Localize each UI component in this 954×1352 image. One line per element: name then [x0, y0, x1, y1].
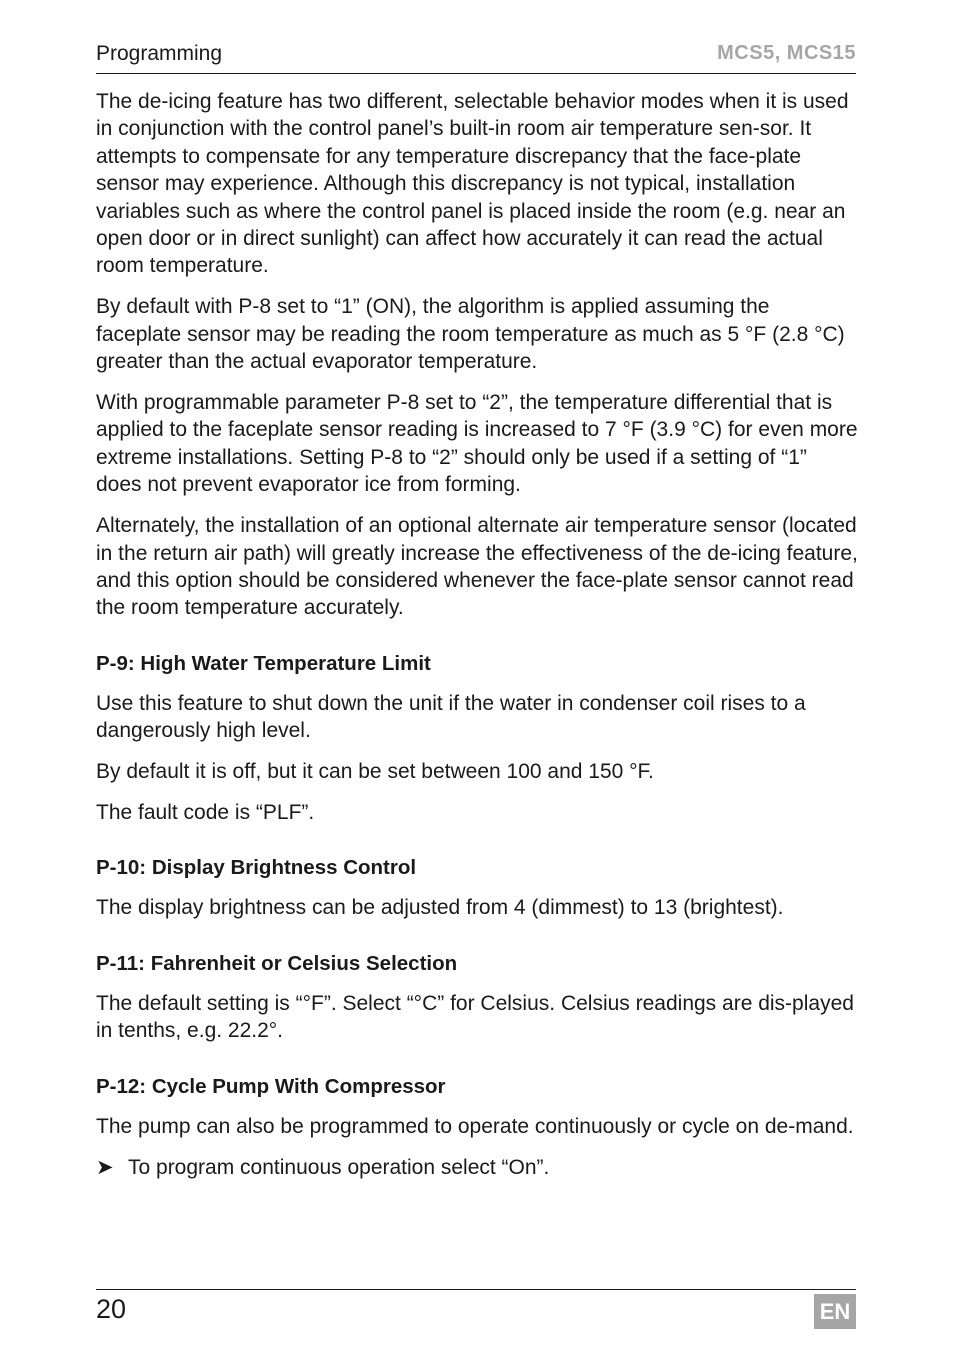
paragraph-p8-setting-2: With programmable parameter P-8 set to “2”, the temperature differential that is applied to the faceplate sensor reading is increased to 7 °F (3.9 °C) for even more extreme installations. Setting P-8 to “2” should only be used if a setting of “1” does not prevent evaporator ice from forming. — [96, 391, 858, 497]
header-model-name: MCS5, MCS15 — [717, 42, 856, 64]
heading-p10: P-10: Display Brightness Control — [96, 856, 417, 880]
paragraph-p9-fault-code: The fault code is “PLF”. — [96, 801, 315, 825]
paragraph-alternate-sensor: Alternately, the installation of an optional alternate air temperature sensor (located in the return air path) will greatly increase the effectiveness of the de-icing feature, and this option should be considered whenever the face-plate sensor cannot read the room temperature accurately. — [96, 514, 858, 620]
paragraph-p10-description: The display brightness can be adjusted from 4 (dimmest) to 13 (brightest). — [96, 896, 784, 920]
page-number: 20 — [96, 1294, 127, 1324]
arrow-right-icon: ➤ — [96, 1155, 114, 1179]
heading-p9: P-9: High Water Temperature Limit — [96, 651, 431, 675]
language-badge: EN — [814, 1294, 856, 1329]
paragraph-p12-description: The pump can also be programmed to operate continuously or cycle on de-mand. — [96, 1114, 854, 1138]
heading-p12: P-12: Cycle Pump With Compressor — [96, 1074, 446, 1098]
instruction-step-text: To program continuous operation select “On”. — [128, 1155, 550, 1179]
instruction-step — [96, 1154, 858, 1181]
paragraph-deicing-modes: The de-icing feature has two different, selectable behavior modes when it is used in conjunction with the control panel’s built-in room air temperature sen-sor. It attempts to compensate for any temperature discrepancy that the face-plate sensor may experience. Although this discrepancy is not typical, installation variables such as where the control panel is placed inside the room (e.g. near an open door or in direct sunlight) can affect how accurately it can read the actual room temperature. — [96, 90, 849, 278]
paragraph-p9-description: Use this feature to shut down the unit if the water in condenser coil rises to a dangerously high level. — [96, 691, 806, 743]
page-footer — [96, 1289, 856, 1324]
page-content — [96, 88, 858, 1181]
paragraph-p9-default: By default it is off, but it can be set between 100 and 150 °F. — [96, 760, 654, 784]
heading-p11: P-11: Fahrenheit or Celsius Selection — [96, 951, 458, 975]
page-header — [96, 40, 856, 74]
paragraph-p11-description: The default setting is “°F”. Select “°C” for Celsius. Celsius readings are dis-played in tenths, e.g. 22.2°. — [96, 991, 854, 1043]
header-section-title: Programming — [96, 42, 223, 65]
paragraph-p8-default: By default with P-8 set to “1” (ON), the algorithm is applied assuming the faceplate sensor may be reading the room temperature as much as 5 °F (2.8 °C) greater than the actual evaporator temperature. — [96, 295, 845, 374]
